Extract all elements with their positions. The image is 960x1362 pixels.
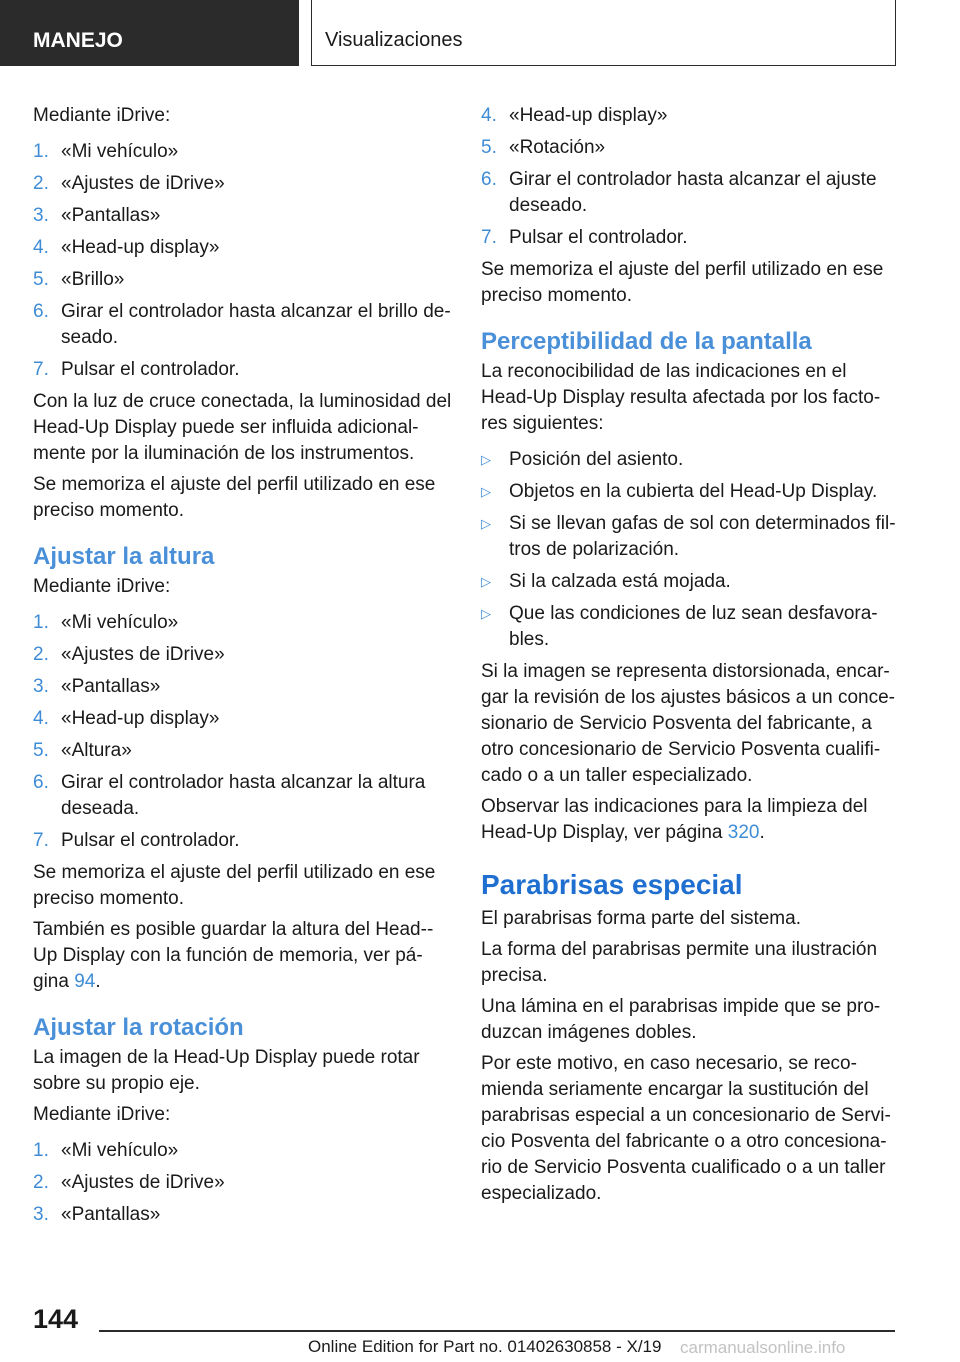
footer-divider (99, 1330, 895, 1332)
step-number: 3. (33, 1204, 49, 1225)
list-item-text: Posición del asiento. (509, 449, 684, 470)
step-number: 4. (481, 105, 497, 126)
triangle-bullet-icon: ▷ (481, 484, 491, 499)
step-number: 7. (33, 830, 49, 851)
step-item (481, 167, 901, 219)
step-text: «Mi vehículo» (61, 141, 179, 162)
list-item (481, 511, 901, 563)
list-item (481, 479, 901, 505)
heading-adjust-rotation: Ajustar la rotación (33, 1014, 244, 1041)
paragraph: La imagen de la Head-Up Display puede rotar sobre su propio eje. (33, 1047, 420, 1094)
step-item (33, 357, 453, 383)
paragraph: Se memoriza el ajuste del perfil utilizado en ese preciso momento. (481, 259, 884, 306)
step-text: «Altura» (61, 740, 132, 761)
paragraph-end: . (759, 822, 765, 843)
step-item (33, 139, 453, 165)
step-text: Pulsar el controlador. (61, 359, 240, 380)
step-number: 5. (481, 137, 497, 158)
step-number: 1. (33, 1140, 49, 1161)
step-number: 5. (33, 269, 49, 290)
step-item (33, 738, 453, 764)
step-number: 2. (33, 173, 49, 194)
step-item (33, 171, 453, 197)
list-item-text: Si se llevan gafas de sol con determinados fil‐tros de polarización. (509, 513, 896, 560)
rotation-steps-part2 (481, 103, 901, 251)
step-text: «Brillo» (61, 269, 125, 290)
triangle-bullet-icon: ▷ (481, 516, 491, 531)
heading-special-windshield: Parabrisas especial (481, 869, 743, 900)
step-item (481, 225, 901, 251)
paragraph: Se memoriza el ajuste del perfil utilizado en ese preciso momento. (33, 862, 436, 909)
step-item (33, 1170, 453, 1196)
page-reference-link[interactable]: 94 (74, 971, 96, 992)
paragraph: Una lámina en el parabrisas impide que se pro‐duzcan imágenes dobles. (481, 996, 881, 1043)
page-reference-link[interactable]: 320 (727, 822, 760, 843)
chapter-tab: Visualizaciones (311, 0, 896, 66)
step-item (33, 299, 453, 351)
step-number: 3. (33, 205, 49, 226)
step-text: «Rotación» (509, 137, 606, 158)
step-text: «Ajustes de iDrive» (61, 644, 225, 665)
step-text: «Pantallas» (61, 205, 161, 226)
list-item-text: Si la calzada está mojada. (509, 571, 731, 592)
paragraph-cleaning (481, 794, 901, 846)
paragraph: Con la luz de cruce conectada, la luminosidad del Head-Up Display puede ser influida adicional‐mente por la iluminación de los instrumentos. (33, 391, 452, 464)
step-text: «Pantallas» (61, 1204, 161, 1225)
step-item (481, 103, 901, 129)
list-item-text: Que las condiciones de luz sean desfavora‐bles. (509, 603, 878, 650)
intro-text: Mediante iDrive: (33, 576, 171, 597)
step-text: «Ajustes de iDrive» (61, 1172, 225, 1193)
brightness-steps (33, 139, 453, 383)
factor-list (481, 447, 901, 653)
paragraph: Si la imagen se representa distorsionada, encar‐gar la revisión de los ajustes básicos a un conce‐sionario de Servicio Posventa del fabricante, a otro concesionario de Servicio Posventa cualifi‐cado o a un taller especializado. (481, 661, 896, 786)
paragraph: El parabrisas forma parte del sistema. (481, 908, 801, 929)
heading-adjust-height: Ajustar la altura (33, 543, 215, 570)
step-item (481, 135, 901, 161)
step-number: 5. (33, 740, 49, 761)
step-text: «Ajustes de iDrive» (61, 173, 225, 194)
intro-text: Mediante iDrive: (33, 105, 171, 126)
paragraph-memory (33, 917, 453, 995)
right-column (481, 100, 901, 1212)
step-number: 6. (33, 772, 49, 793)
intro-text: Mediante iDrive: (33, 1104, 171, 1125)
heading-perceptibility: Perceptibilidad de la pantalla (481, 328, 812, 355)
list-item (481, 569, 901, 595)
list-item (481, 447, 901, 473)
triangle-bullet-icon: ▷ (481, 606, 491, 621)
step-item (33, 1202, 453, 1228)
edition-text: Online Edition for Part no. 01402630858 - X/19 (308, 1337, 662, 1356)
step-item (33, 828, 453, 854)
paragraph: La forma del parabrisas permite una ilustración precisa. (481, 939, 878, 986)
step-number: 7. (33, 359, 49, 380)
step-number: 2. (33, 1172, 49, 1193)
list-item-text: Objetos en la cubierta del Head-Up Display. (509, 481, 878, 502)
step-item (33, 770, 453, 822)
step-item (33, 203, 453, 229)
step-item (33, 1138, 453, 1164)
left-column (33, 100, 453, 1234)
step-item (33, 235, 453, 261)
section-tab: MANEJO (0, 0, 299, 66)
list-item (481, 601, 901, 653)
step-number: 6. (33, 301, 49, 322)
step-text: Pulsar el controlador. (509, 227, 688, 248)
step-number: 4. (33, 708, 49, 729)
step-text: «Pantallas» (61, 676, 161, 697)
step-item (33, 267, 453, 293)
page-header (0, 0, 960, 66)
step-text: «Head-up display» (61, 237, 220, 258)
paragraph: Se memoriza el ajuste del perfil utilizado en ese preciso momento. (33, 474, 436, 521)
page-number: 144 (33, 1304, 79, 1334)
step-text: «Mi vehículo» (61, 612, 179, 633)
rotation-steps-part1 (33, 1138, 453, 1228)
step-text: Girar el controlador hasta alcanzar el brillo de‐seado. (61, 301, 451, 348)
step-item (33, 674, 453, 700)
step-number: 4. (33, 237, 49, 258)
paragraph-text: Observar las indicaciones para la limpieza del Head-Up Display, ver página (481, 796, 868, 843)
step-item (33, 642, 453, 668)
step-item (33, 706, 453, 732)
step-number: 7. (481, 227, 497, 248)
paragraph-text: También es posible guardar la altura del Head-‐Up Display con la función de memoria, ver pá‐gina (33, 919, 434, 992)
step-number: 6. (481, 169, 497, 190)
step-number: 1. (33, 141, 49, 162)
step-number: 2. (33, 644, 49, 665)
step-item (33, 610, 453, 636)
triangle-bullet-icon: ▷ (481, 452, 491, 467)
paragraph-end: . (95, 971, 101, 992)
step-text: Girar el controlador hasta alcanzar el ajuste deseado. (509, 169, 877, 216)
step-text: Girar el controlador hasta alcanzar la altura deseada. (61, 772, 426, 819)
height-steps (33, 610, 453, 854)
step-text: Pulsar el controlador. (61, 830, 240, 851)
paragraph: Por este motivo, en caso necesario, se reco‐mienda seriamente encargar la sustitución del parabrisas especial a un concesionario de Servi‐cio Posventa del fabricante o a otro concesiona‐rio de Servicio Posventa cualificado o a un taller especializado. (481, 1053, 891, 1204)
watermark: carmanualsonline.info (680, 1338, 846, 1357)
step-text: «Mi vehículo» (61, 1140, 179, 1161)
paragraph: La reconocibilidad de las indicaciones en el Head-Up Display resulta afectada por los facto‐res siguientes: (481, 361, 881, 434)
step-number: 3. (33, 676, 49, 697)
step-text: «Head-up display» (509, 105, 668, 126)
step-number: 1. (33, 612, 49, 633)
triangle-bullet-icon: ▷ (481, 574, 491, 589)
step-text: «Head-up display» (61, 708, 220, 729)
